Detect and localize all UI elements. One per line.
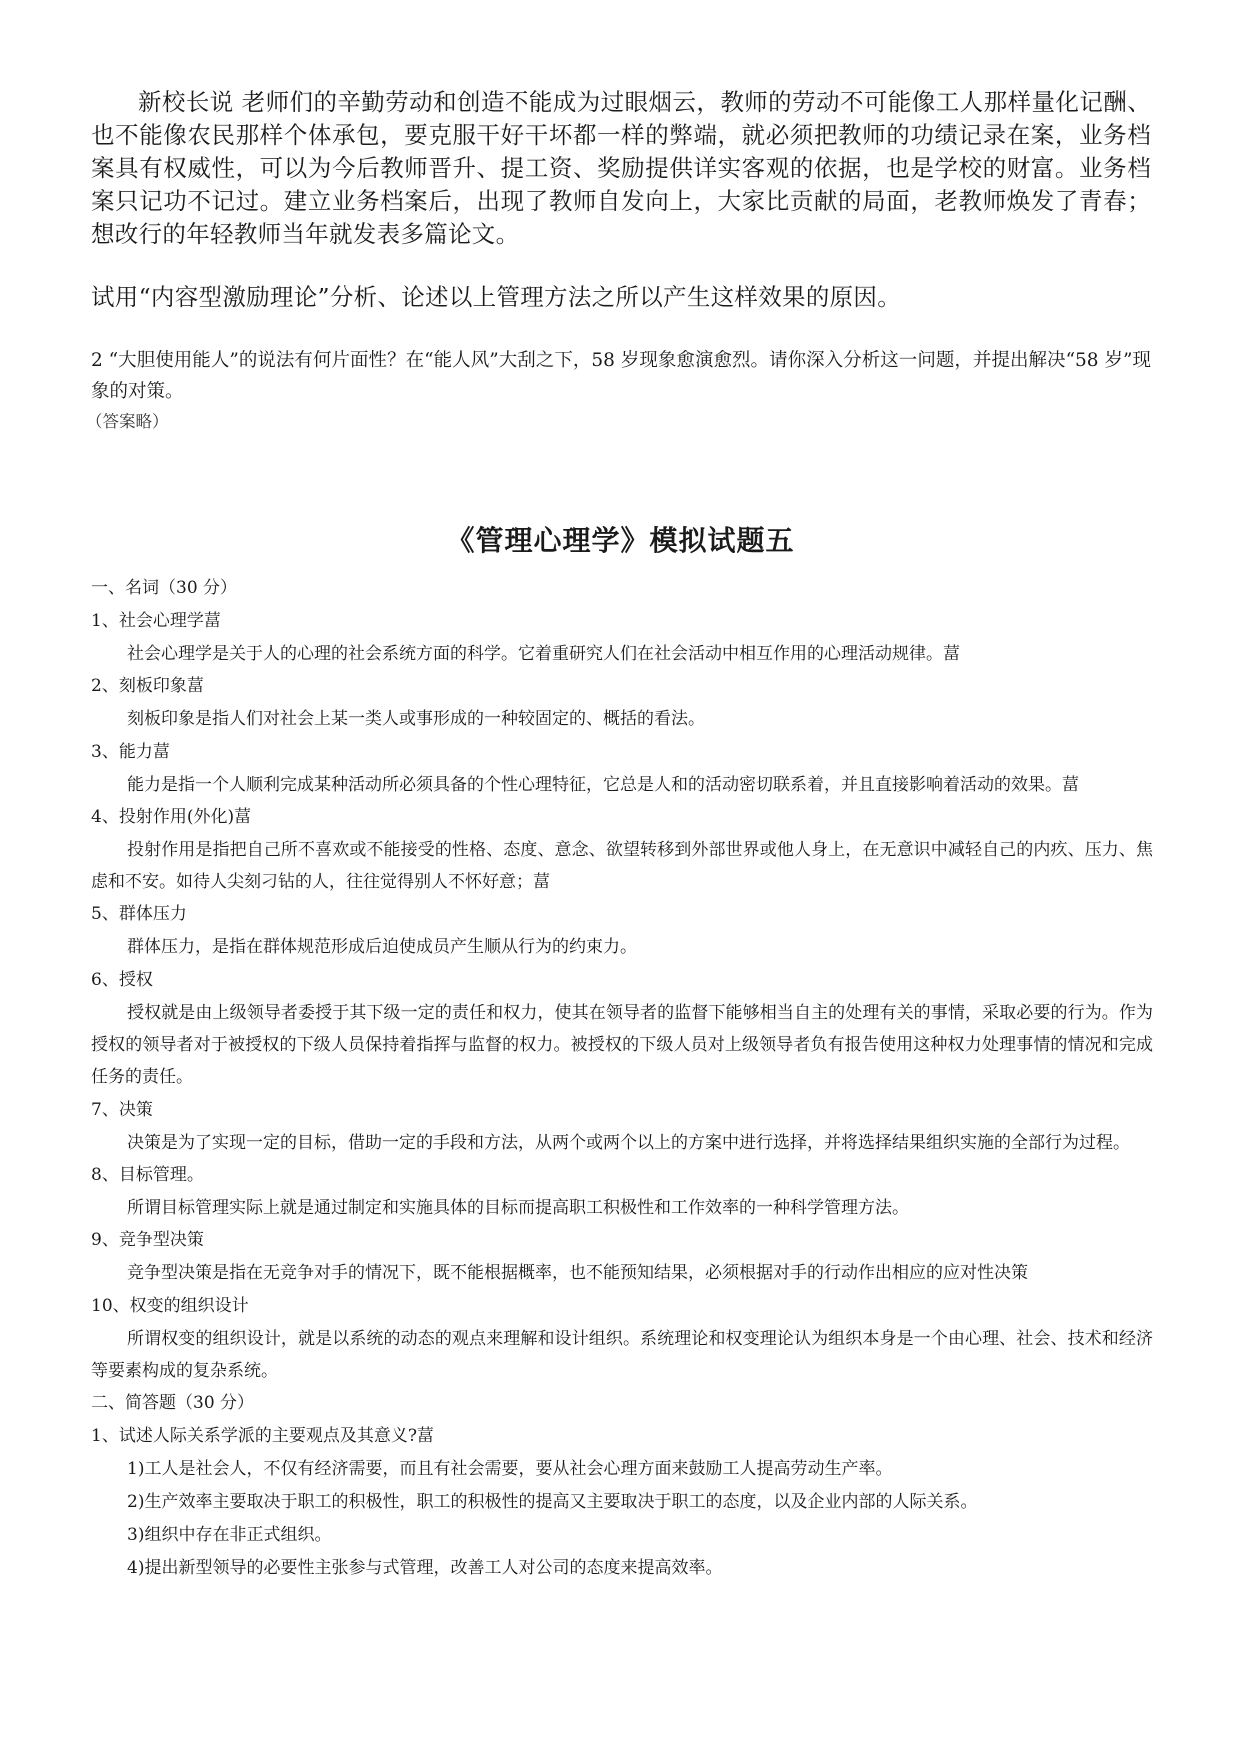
answer-point: 2)生产效率主要取决于职工的积极性，职工的积极性的提高又主要取决于职工的态度，以及企业内部的人际关系。 (127, 1492, 978, 1513)
term-heading: 4、投射作用(外化)葍 (91, 806, 252, 827)
analysis-question: 试用“内容型激励理论”分析、论述以上管理方法之所以产生这样效果的原因。 (91, 283, 902, 311)
term-heading: 6、授权 (91, 969, 153, 990)
answer-point: 1)工人是社会人，不仅有经济需要，而且有社会需要，要从社会心理方面来鼓励工人提高劳动生产率。 (127, 1459, 893, 1480)
answer-point: 3)组织中存在非正式组织。 (127, 1525, 332, 1546)
term-heading: 5、群体压力 (91, 904, 187, 925)
term-heading: 9、竞争型决策 (91, 1230, 204, 1251)
term-definition: 所谓目标管理实际上就是通过制定和实施具体的目标而提高职工积极性和工作效率的一种科学管理方法。 (127, 1197, 909, 1218)
case-study-paragraph: 新校长说 老师们的辛勤劳动和创造不能成为过眼烟云，教师的劳动不可能像工人那样量化记酬、也不能像农民那样个体承包，要克服干好干坏都一样的弊端，就必须把教师的功绩记录在案，业务档案具有权威性，可以为今后教师晋升、提工资、奖励提供详实客观的依据，也是学校的财富。业务档案只记功不记过。建立业务档案后，出现了教师自发向上，大家比贡献的局面，老教师焕发了青春；想改行的年轻教师当年就发表多篇论文。 (91, 88, 1151, 248)
term-heading: 8、目标管理。 (91, 1164, 204, 1185)
term-heading: 7、决策 (91, 1099, 153, 1120)
term-definition: 投射作用是指把自己所不喜欢或不能接受的性格、态度、意念、欲望转移到外部世界或他人身上，在无意识中减轻自己的内疚、压力、焦虑和不安。如待人尖刻刁钻的人，往往觉得别人不怀好意；葍 (91, 839, 1153, 893)
term-heading: 3、能力葍 (91, 741, 170, 762)
term-definition: 授权就是由上级领导者委授于其下级一定的责任和权力，使其在领导者的监督下能够相当自主的处理有关的事情，采取必要的行为。作为授权的领导者对于被授权的下级人员保持着指挥与监督的权力。被授权的下级人员对上级领导者负有报告使用这种权力处理事情的情况和完成任务的责任。 (91, 1002, 1153, 1088)
question-2: 2 “大胆使用能人”的说法有何片面性？在“能人风”大刮之下，58 岁现象愈演愈烈。请你深入分析这一问题，并提出解决“58 岁”现象的对策。 (91, 350, 1151, 402)
term-heading: 2、刻板印象葍 (91, 676, 204, 697)
term-definition: 群体压力，是指在群体规范形成后迫使成员产生顺从行为的约束力。 (127, 937, 637, 958)
exam-title: 《管理心理学》模拟试题五 (446, 524, 795, 557)
term-heading: 1、社会心理学葍 (91, 611, 221, 631)
short-answer-question: 1、试述人际关系学派的主要观点及其意义?葍 (91, 1426, 434, 1447)
answer-point: 4)提出新型领导的必要性主张参与式管理，改善工人对公司的态度来提高效率。 (127, 1558, 723, 1579)
term-definition: 社会心理学是关于人的心理的社会系统方面的科学。它着重研究人们在社会活动中相互作用的心理活动规律。葍 (127, 644, 960, 664)
term-definition: 所谓权变的组织设计，就是以系统的动态的观点来理解和设计组织。系统理论和权变理论认为组织本身是一个由心理、社会、技术和经济等要素构成的复杂系统。 (91, 1328, 1153, 1381)
term-heading: 10、权变的组织设计 (91, 1295, 249, 1316)
exam-content (91, 572, 1153, 1585)
term-definition: 能力是指一个人顺利完成某种活动所必须具备的个性心理特征，它总是人和的活动密切联系着，并且直接影响着活动的效果。葍 (127, 774, 1079, 795)
term-definition: 刻板印象是指人们对社会上某一类人或事形成的一种较固定的、概括的看法。 (127, 709, 705, 730)
term-definition: 决策是为了实现一定的目标，借助一定的手段和方法，从两个或两个以上的方案中进行选择，并将选择结果组织实施的全部行为过程。 (127, 1132, 1130, 1153)
term-definition: 竞争型决策是指在无竞争对手的情况下，既不能根据概率，也不能预知结果，必须根据对手的行动作出相应的应对性决策 (127, 1263, 1028, 1284)
section-heading-short-answer: 二、简答题（30 分） (91, 1393, 255, 1414)
answer-omitted-note: （答案略） (86, 412, 169, 431)
section-heading-terms: 一、名词（30 分） (91, 578, 238, 598)
